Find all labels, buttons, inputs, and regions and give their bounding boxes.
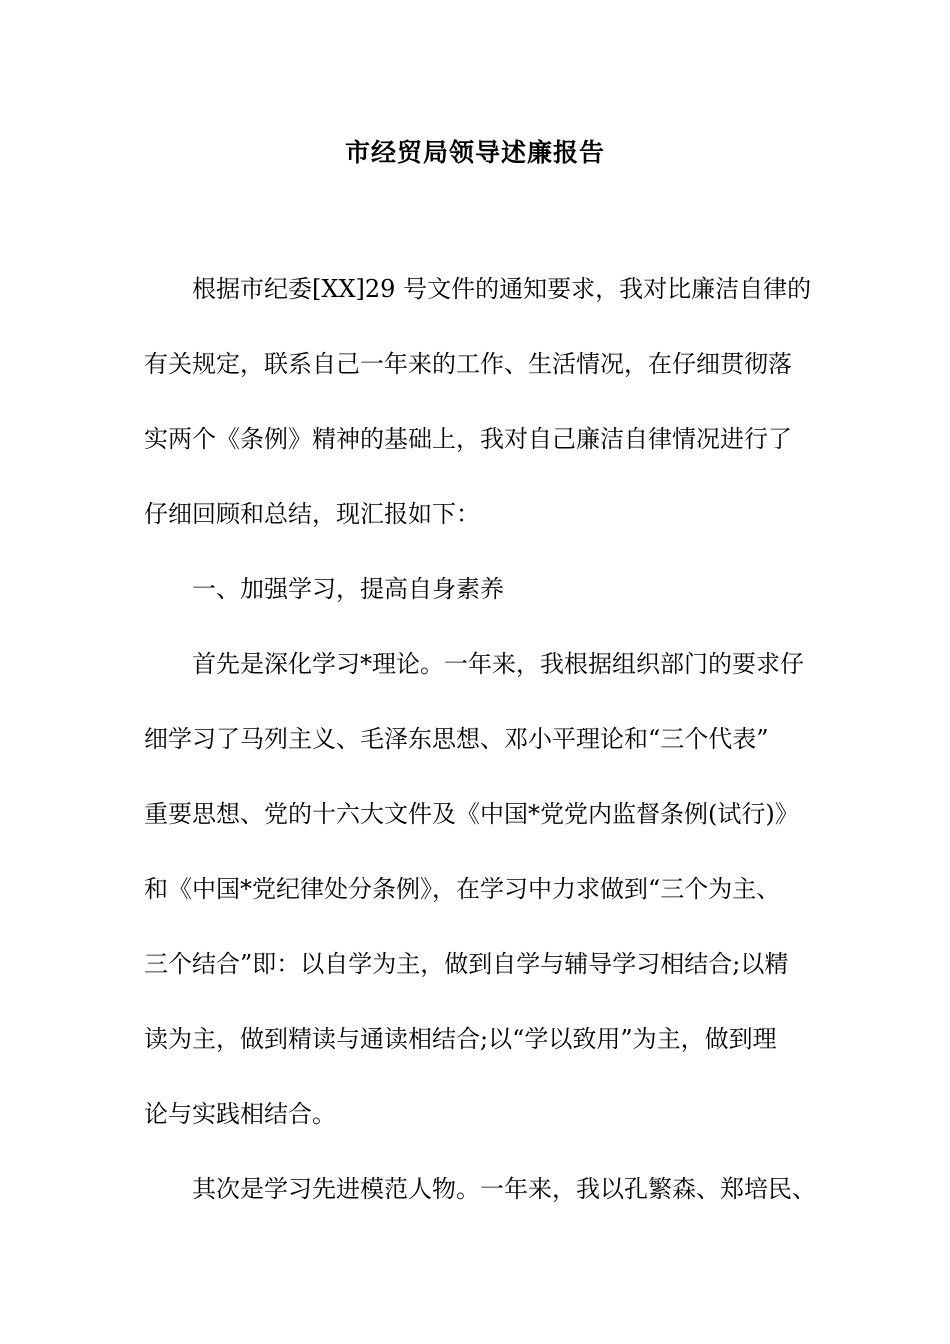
paragraph-line: 三个结合”即：以自学为主，做到自学与辅导学习相结合;以精 <box>144 950 789 978</box>
section-heading: 一、加强学习，提高自身素养 <box>192 575 504 603</box>
document-title: 市经贸局领导述廉报告 <box>344 138 605 167</box>
paragraph-line: 重要思想、党的十六大文件及《中国*党党内监督条例(试行)》 <box>144 800 799 828</box>
paragraph-line: 其次是学习先进模范人物。一年来，我以孔繁森、郑培民、 <box>192 1175 816 1203</box>
paragraph-line: 细学习了马列主义、毛泽东思想、邓小平理论和“三个代表” <box>144 725 769 753</box>
paragraph-line: 和《中国*党纪律处分条例》，在学习中力求做到“三个为主、 <box>144 875 781 903</box>
paragraph-line: 仔细回顾和总结，现汇报如下： <box>144 500 480 528</box>
paragraph-line: 读为主，做到精读与通读相结合;以“学以致用”为主，做到理 <box>144 1025 777 1053</box>
paragraph-line: 实两个《条例》精神的基础上，我对自己廉洁自律情况进行了 <box>144 425 792 453</box>
paragraph-line: 有关规定，联系自己一年来的工作、生活情况，在仔细贯彻落 <box>144 350 792 378</box>
paragraph-line: 首先是深化学习*理论。一年来，我根据组织部门的要求仔 <box>192 650 804 678</box>
paragraph-line: 论与实践相结合。 <box>144 1100 336 1128</box>
paragraph-line: 根据市纪委[XX]29 号文件的通知要求，我对比廉洁自律的 <box>192 275 812 303</box>
document-body <box>144 252 834 1227</box>
